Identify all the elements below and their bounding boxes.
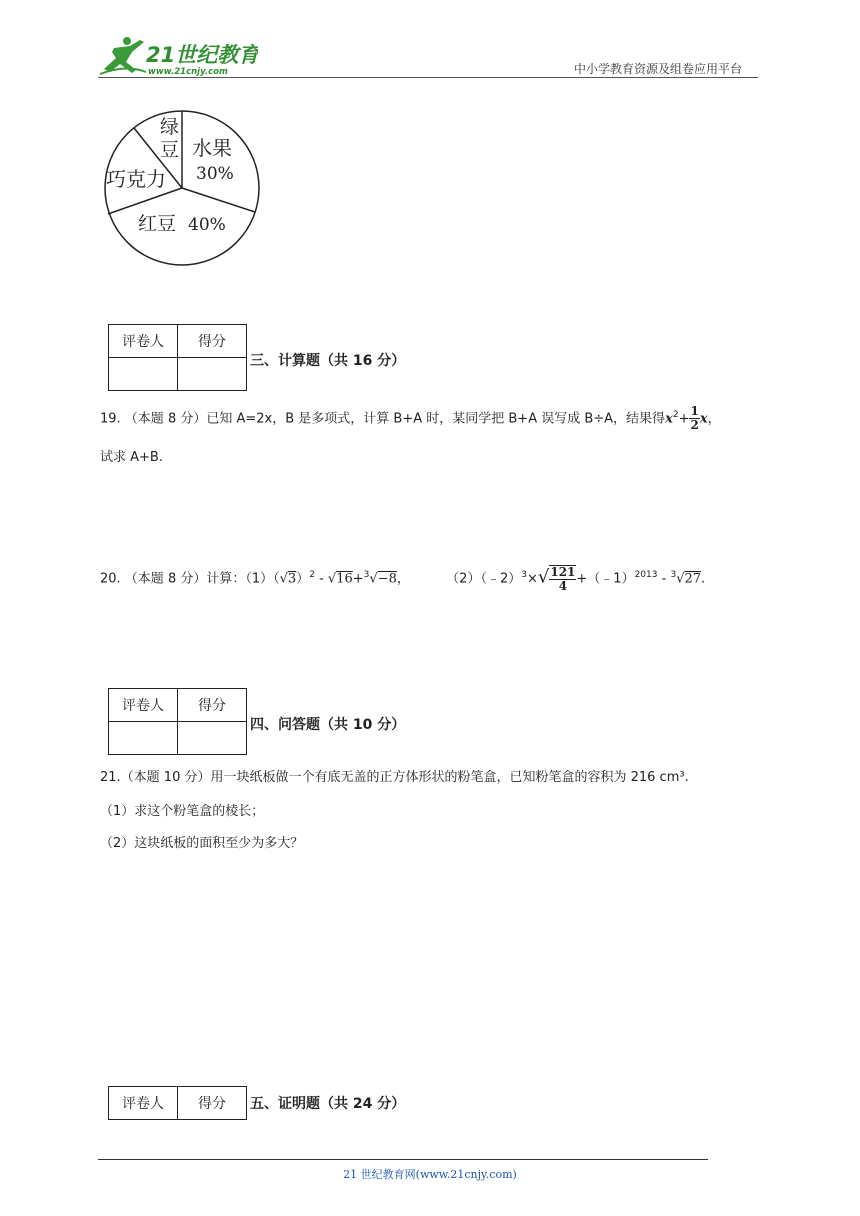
- slice-percent-redbean: 40%: [188, 215, 226, 235]
- question-20: 20. （本题 8 分）计算：$(1)(√3)^2 - √16+^3√-8$， （2）（﹣2）$^3$×√ $\frac{121}{4}$ +（﹣1）$^{2013}$ - $^3$√27.: [100, 565, 706, 593]
- grader-header: 评卷人: [109, 1087, 178, 1120]
- grader-header: 评卷人: [109, 325, 178, 358]
- section-title: 五、证明题（共 24 分）: [250, 1096, 406, 1112]
- footer-divider: [98, 1159, 708, 1160]
- question-21-part1: （1）求这个粉笔盒的棱长；: [100, 804, 265, 819]
- score-table: [108, 324, 247, 391]
- platform-name: 中小学教育资源及组卷应用平台: [574, 62, 743, 76]
- footer-link[interactable]: 21 世纪教育网(www.21cnjy.com): [343, 1168, 517, 1181]
- slice-label-mungbean-1: 绿: [160, 116, 180, 138]
- grader-cell: [109, 722, 178, 755]
- question-19: 19. （本题 8 分）已知 A=2x，B 是多项式，计算 B+A 时，某同学把 B+A 误写成 B÷A，结果得$x^2+$ $\frac{1}{2}$ x，: [100, 404, 721, 433]
- slice-label-redbean: 红豆: [138, 213, 177, 235]
- site-logo: [96, 34, 258, 78]
- slice-label-mungbean-2: 豆: [160, 139, 180, 161]
- section-title: 四、问答题（共 10 分）: [250, 717, 406, 733]
- section-title: 三、计算题（共 16 分）: [250, 353, 406, 369]
- score-header: 得分: [178, 1087, 247, 1120]
- score-cell: [178, 358, 247, 391]
- score-table: [108, 688, 247, 755]
- grader-header: 评卷人: [109, 689, 178, 722]
- pie-chart: [100, 106, 264, 270]
- grader-cell: [109, 358, 178, 391]
- header-divider: [98, 77, 758, 78]
- score-header: 得分: [178, 325, 247, 358]
- question-19-line2: 试求 A+B.: [100, 450, 163, 465]
- score-table: [108, 1086, 247, 1120]
- question-21-part2: （2）这块纸板的面积至少为多大？: [100, 836, 304, 851]
- slice-percent-fruit: 30%: [196, 164, 234, 184]
- svg-text:www.21cnjy.com: www.21cnjy.com: [148, 67, 228, 77]
- slice-label-fruit: 水果: [192, 136, 232, 160]
- score-cell: [178, 722, 247, 755]
- svg-text:21世纪教育: 21世纪教育: [146, 43, 258, 67]
- question-21: 21.（本题 10 分）用一块纸板做一个有底无盖的正方体形状的粉笔盒，已知粉笔盒的容积为 216 cm³.: [100, 770, 689, 785]
- score-header: 得分: [178, 689, 247, 722]
- slice-label-chocolate: 巧克力: [106, 167, 166, 191]
